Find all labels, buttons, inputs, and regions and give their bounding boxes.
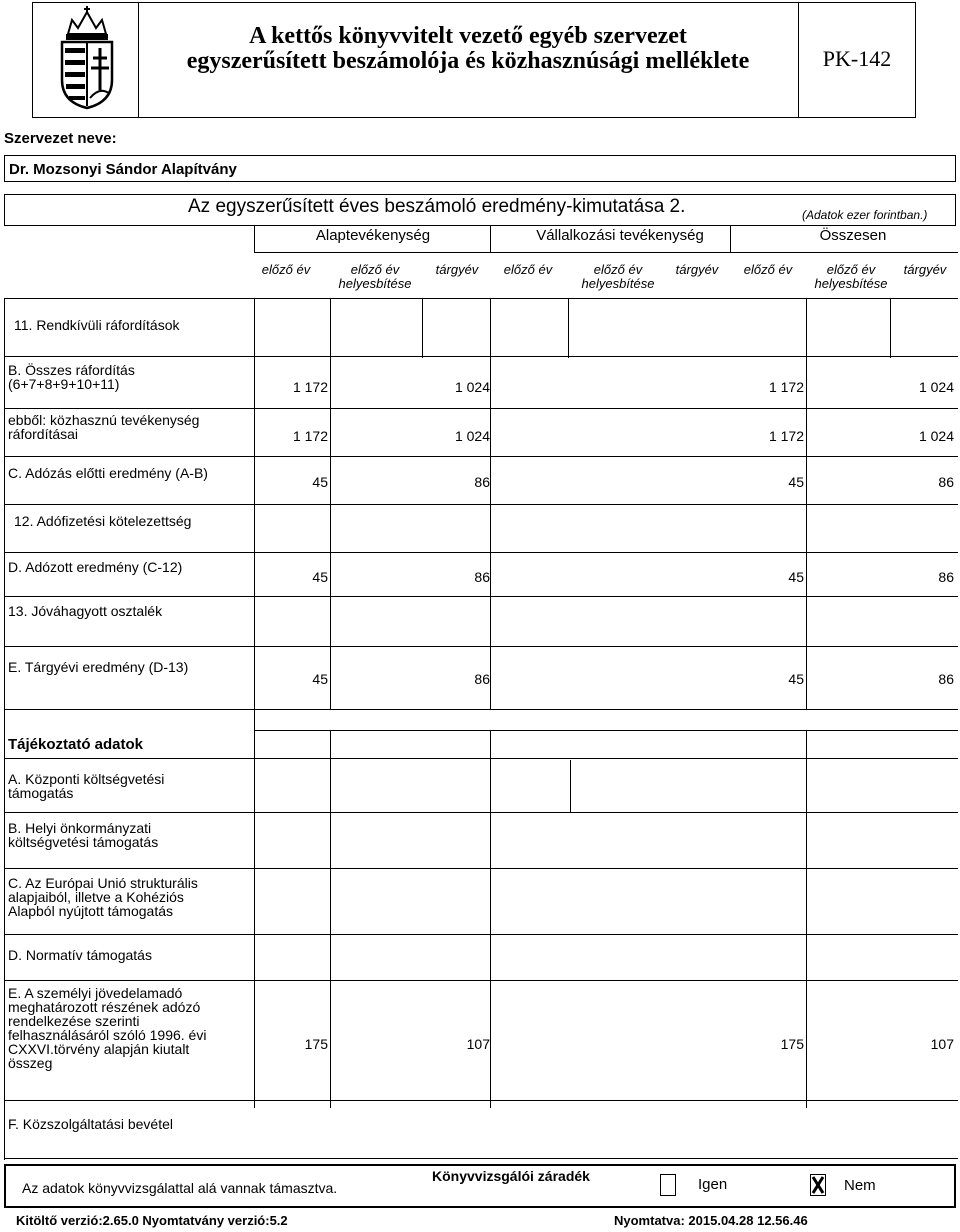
section-title: Az egyszerűsített éves beszámoló eredmény-kimutatása 2. bbox=[188, 196, 686, 217]
col-alap-helyesbites: előző év helyesbítése bbox=[338, 262, 412, 291]
org-name-field[interactable] bbox=[4, 155, 956, 182]
cell-value: 175 bbox=[780, 1036, 804, 1052]
audit-yes-label: Igen bbox=[698, 1176, 728, 1193]
cell-value: 45 bbox=[788, 569, 804, 585]
col-vall-targyev: tárgyév bbox=[675, 262, 719, 277]
cell-value: 45 bbox=[312, 569, 328, 585]
cell-value: 1 024 bbox=[454, 379, 490, 395]
info-label-kozponti: A. Központi költségvetési támogatás bbox=[8, 771, 165, 801]
cell-value: 107 bbox=[466, 1036, 490, 1052]
row-label-osszes-raforditas: B. Összes ráfordítás (6+7+8+9+10+11) bbox=[8, 362, 135, 392]
cell-value: 86 bbox=[938, 671, 954, 687]
col-vall-helyesbites: előző év helyesbítése bbox=[581, 262, 655, 291]
info-label-eu: C. Az Európai Unió strukturális alapjaiból, illetve a Kohéziós Alapból nyújtott támogatás bbox=[8, 875, 198, 919]
cell-value: 45 bbox=[788, 671, 804, 687]
audit-yes-checkbox[interactable] bbox=[660, 1174, 676, 1196]
col-vall-elozo: előző év bbox=[503, 262, 553, 277]
cell-value: 86 bbox=[474, 671, 490, 687]
group-osszesen: Összesen bbox=[819, 227, 887, 244]
row-label-osztalek: 13. Jóváhagyott osztalék bbox=[8, 603, 163, 619]
group-alaptevekenyseg: Alaptevékenység bbox=[315, 227, 431, 244]
cell-value: 45 bbox=[788, 474, 804, 490]
checkmark-x-icon bbox=[811, 1175, 825, 1195]
audit-no-label: Nem bbox=[844, 1177, 876, 1194]
group-vallalkozasi: Vállalkozási tevékenység bbox=[536, 227, 704, 244]
cell-value: 1 024 bbox=[454, 428, 490, 444]
row-label-rendkivuli: 11. Rendkívüli ráfordítások bbox=[14, 317, 180, 333]
row-label-adozas-elotti: C. Adózás előtti eredmény (A-B) bbox=[8, 465, 208, 481]
cell-value: 1 172 bbox=[292, 428, 328, 444]
audit-clause-title: Könyvvizsgálói záradék bbox=[432, 1168, 590, 1184]
cell-value: 175 bbox=[304, 1036, 328, 1052]
row-label-adozott-eredmeny: D. Adózott eredmény (C-12) bbox=[8, 559, 183, 575]
audit-no-checkbox[interactable] bbox=[810, 1174, 826, 1196]
row-label-kozhasznu-raforditas: ebből: közhasznú tevékenység ráfordításai bbox=[8, 412, 200, 442]
info-label-helyi: B. Helyi önkormányzati költségvetési támogatás bbox=[8, 820, 159, 850]
form-code: PK-142 bbox=[822, 46, 892, 71]
form-title-line1: A kettős könyvvitelt vezető egyéb szervezet bbox=[249, 23, 687, 49]
cell-value: 1 024 bbox=[918, 379, 954, 395]
cell-value: 45 bbox=[312, 671, 328, 687]
cell-value: 86 bbox=[938, 569, 954, 585]
cell-value: 1 172 bbox=[768, 379, 804, 395]
cell-value: 86 bbox=[474, 474, 490, 490]
col-ossz-helyesbites: előző év helyesbítése bbox=[814, 262, 888, 291]
audit-statement: Az adatok könyvvizsgálattal alá vannak támasztva. bbox=[22, 1180, 338, 1196]
form-title-line2: egyszerűsített beszámolója és közhasznúsági melléklete bbox=[186, 48, 750, 74]
unit-note: (Adatok ezer forintban.) bbox=[802, 208, 928, 222]
col-ossz-targyev: tárgyév bbox=[903, 262, 947, 277]
cell-value: 1 024 bbox=[918, 428, 954, 444]
cell-value: 86 bbox=[938, 474, 954, 490]
info-title: Tájékoztató adatok bbox=[8, 736, 144, 753]
cell-value: 45 bbox=[312, 474, 328, 490]
org-name-label: Szervezet neve: bbox=[4, 130, 117, 147]
cell-value: 1 172 bbox=[292, 379, 328, 395]
form-title bbox=[140, 24, 796, 74]
info-label-kozszolgaltatasi: F. Közszolgáltatási bevétel bbox=[8, 1116, 173, 1132]
info-label-normativ: D. Normatív támogatás bbox=[8, 947, 152, 963]
col-alap-elozo: előző év bbox=[261, 262, 311, 277]
row-label-adofizetesi: 12. Adófizetési kötelezettség bbox=[14, 513, 192, 529]
row-label-targyevi-eredmeny: E. Tárgyévi eredmény (D-13) bbox=[8, 659, 189, 675]
footer-versions: Kitöltő verzió:2.65.0 Nyomtatvány verzió:5.2 bbox=[16, 1213, 288, 1228]
org-name-value: Dr. Mozsonyi Sándor Alapítvány bbox=[9, 161, 237, 178]
info-label-szja: E. A személyi jövedelamadó meghatározott részének adózó rendelkezése szerinti felhasználásáról szóló 1996. évi CXXVI.törvény alapján kiutalt összeg bbox=[8, 985, 207, 1071]
cell-value: 107 bbox=[930, 1036, 954, 1052]
footer-printed: Nyomtatva: 2015.04.28 12.56.46 bbox=[614, 1213, 808, 1228]
cell-value: 1 172 bbox=[768, 428, 804, 444]
cell-value: 86 bbox=[474, 569, 490, 585]
col-ossz-elozo: előző év bbox=[743, 262, 793, 277]
col-alap-targyev: tárgyév bbox=[435, 262, 479, 277]
hungarian-coat-of-arms-icon bbox=[56, 6, 118, 110]
